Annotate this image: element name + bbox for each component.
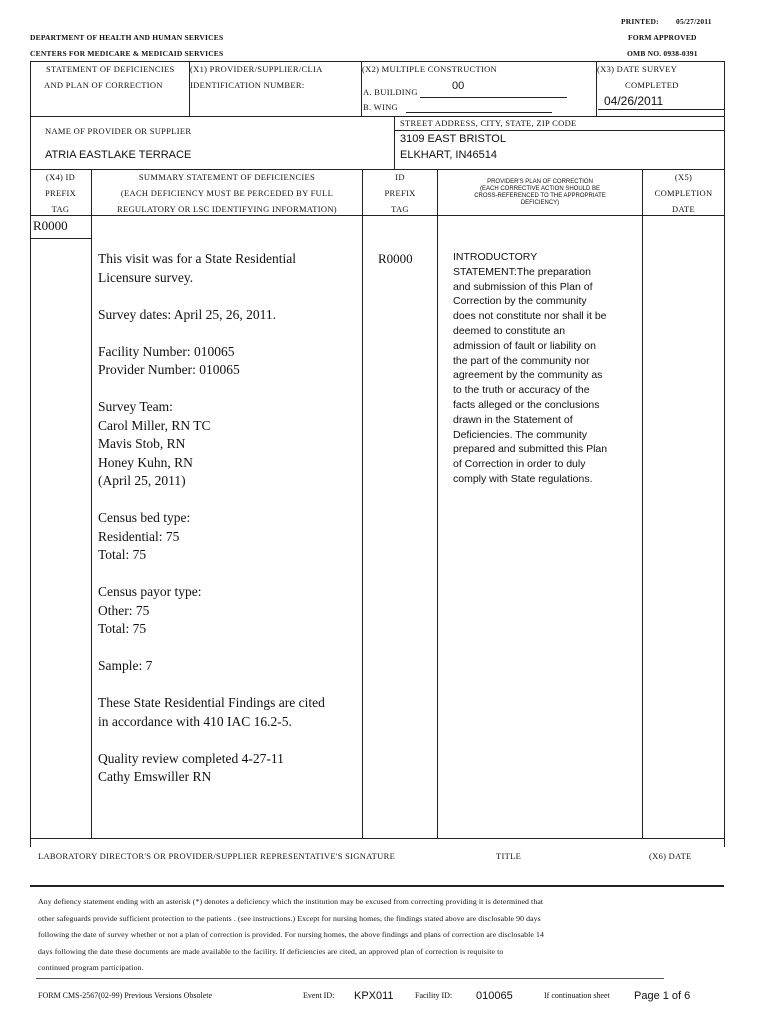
address-line-2: ELKHART, IN46514 <box>400 149 498 161</box>
footnote-line: other safeguards provide sufficient protection to the patients . (see instructions.) Except for nursing homes, the findings stated above are disclosable 90 days <box>38 913 541 923</box>
centers-title: CENTERS FOR MEDICARE & MEDICAID SERVICES <box>30 49 224 58</box>
summary-line: Licensure survey. <box>98 269 194 285</box>
summary-header-3: REGULATORY OR LSC IDENTIFYING INFORMATION) <box>117 204 337 214</box>
plan-line: admission of fault or liability on <box>453 339 596 352</box>
summary-header-1: SUMMARY STATEMENT OF DEFICIENCIES <box>138 172 316 182</box>
summary-line <box>98 731 360 750</box>
footnote-line: continued program participation. <box>38 963 144 972</box>
x3-label-1: (X3) DATE SURVEY <box>597 64 678 74</box>
summary-line: Survey Team: <box>98 399 173 414</box>
x2-building-label: A. BUILDING <box>363 87 418 97</box>
plan-line: Correction by the community <box>453 295 587 308</box>
summary-line: Survey dates: April 25, 26, 2011. <box>98 306 276 322</box>
x3-label-2: COMPLETED <box>625 80 679 90</box>
provider-name-label: NAME OF PROVIDER OR SUPPLIER <box>45 126 192 136</box>
address-line-1: 3109 EAST BRISTOL <box>400 133 506 145</box>
summary-line: Census payor type: <box>98 584 202 599</box>
continuation-label: If continuation sheet <box>544 991 610 1000</box>
summary-line: Carol Miller, RN TC <box>98 417 211 433</box>
event-id-value: KPX011 <box>354 990 394 1002</box>
x2-label: (X2) MULTIPLE CONSTRUCTION <box>362 64 497 74</box>
summary-line: in accordance with 410 IAC 16.2-5. <box>98 713 292 729</box>
printed-label: PRINTED: <box>621 17 659 26</box>
footnote-line: days following the date these documents are made available to the facility. If deficiencies are cited, an approved plan of correction is requisite to <box>38 946 504 956</box>
summary-line <box>98 565 360 584</box>
x2-building-value: 00 <box>452 80 465 92</box>
plan-line: drawn in the Statement of <box>453 413 573 426</box>
x4-header-3: TAG <box>51 204 70 214</box>
id-header-1: ID <box>395 172 405 182</box>
summary-line: Mavis Stob, RN <box>98 436 186 451</box>
summary-line <box>98 324 360 343</box>
left-prefix-tag: R0000 <box>33 218 68 233</box>
x5-header-1: (X5) <box>674 172 693 182</box>
plan-line: Deficiencies. The community <box>453 428 588 441</box>
summary-line <box>98 491 360 510</box>
summary-line <box>98 287 360 306</box>
plan-line: to the truth or accuracy of the <box>453 384 590 397</box>
plan-line: agreement by the community as <box>453 369 603 382</box>
x6-date-label: (X6) DATE <box>649 851 692 861</box>
page-number: Page 1 of 6 <box>634 990 691 1002</box>
plan-line: comply with State regulations. <box>453 472 593 485</box>
right-prefix-tag: R0000 <box>378 251 413 266</box>
x2-wing-label: B. WING <box>363 102 398 112</box>
omb-number: OMB NO. 0938-0391 <box>627 49 698 58</box>
title-label: TITLE <box>496 851 522 861</box>
summary-line <box>98 639 360 658</box>
summary-line: (April 25, 2011) <box>98 473 186 488</box>
poc-header-2: (EACH CORRECTIVE ACTION SHOULD BE <box>479 186 601 192</box>
x4-header-2: PREFIX <box>44 188 77 198</box>
summary-line: This visit was for a State Residential <box>98 251 296 266</box>
x3-date-value: 04/26/2011 <box>604 94 664 108</box>
printed-date: 05/27/2011 <box>676 17 712 26</box>
x5-header-3: DATE <box>672 204 695 214</box>
summary-line: These State Residential Findings are cited <box>98 695 325 710</box>
summary-line: Cathy Emswiller RN <box>98 769 212 784</box>
plan-line: INTRODUCTORY <box>453 251 538 263</box>
plan-line: facts alleged or the conclusions <box>453 398 600 411</box>
summary-line <box>98 380 360 399</box>
department-title: DEPARTMENT OF HEALTH AND HUMAN SERVICES <box>30 33 224 42</box>
plan-line: and submission of this Plan of <box>453 280 593 293</box>
summary-line: Residential: 75 <box>98 528 180 544</box>
statement-label-2: AND PLAN OF CORRECTION <box>44 80 163 90</box>
plan-line: deemed to constitute an <box>453 324 566 337</box>
summary-line: Sample: 7 <box>98 658 153 673</box>
summary-line: Quality review completed 4-27-11 <box>98 750 284 766</box>
disclosure-footnote <box>38 894 724 977</box>
footnote-line: following the date of survey whether or not a plan of correction is provided. For nursing homes, the above findings and plans of correction are disclosable 14 <box>38 930 545 939</box>
x1-label-1: (X1) PROVIDER/SUPPLIER/CLIA <box>190 64 323 74</box>
signature-label: LABORATORY DIRECTOR'S OR PROVIDER/SUPPLIER REPRESENTATIVE'S SIGNATURE <box>38 851 396 861</box>
summary-line: Total: 75 <box>98 547 147 562</box>
summary-statement <box>98 250 360 787</box>
poc-header-4: DEFICIENCY) <box>520 200 560 206</box>
poc-header-1: PROVIDER'S PLAN OF CORRECTION <box>487 179 593 185</box>
plan-of-correction <box>453 250 639 487</box>
x4-header-1: (X4) ID <box>45 172 76 182</box>
address-label: STREET ADDRESS, CITY, STATE, ZIP CODE <box>400 118 577 128</box>
summary-line: Provider Number: 010065 <box>98 362 240 377</box>
id-header-2: PREFIX <box>384 188 416 198</box>
summary-header-2: (EACH DEFICIENCY MUST BE PERCEDED BY FULL <box>120 188 334 198</box>
x1-label-2: IDENTIFICATION NUMBER: <box>190 80 305 90</box>
poc-header-3: CROSS-REFERENCED TO THE APPROPRIATE <box>474 193 606 199</box>
statement-label-1: STATEMENT OF DEFICIENCIES <box>46 64 175 74</box>
summary-line: Facility Number: 010065 <box>98 343 235 359</box>
plan-line: prepared and submitted this Plan <box>453 443 608 456</box>
summary-line: Census bed type: <box>98 510 191 525</box>
summary-line <box>98 676 360 695</box>
summary-line: Honey Kuhn, RN <box>98 454 193 470</box>
form-approved: FORM APPROVED <box>628 33 697 42</box>
footnote-line: Any defiency statement ending with an asterisk (*) denotes a deficiency which the institution may be excused from correcting providing it is determined that <box>38 897 544 906</box>
plan-line: of Correction in order to duly <box>453 458 586 471</box>
provider-name-value: ATRIA EASTLAKE TERRACE <box>45 149 192 161</box>
form-number-label: FORM CMS-2567(02-99) Previous Versions Obsolete <box>38 991 213 1000</box>
plan-line: STATEMENT:The preparation <box>453 265 591 278</box>
summary-line: Other: 75 <box>98 602 150 618</box>
plan-line: the part of the community nor <box>453 354 590 367</box>
id-header-3: TAG <box>391 204 409 214</box>
x5-header-2: COMPLETION <box>654 188 713 198</box>
event-id-label: Event ID: <box>303 991 335 1000</box>
summary-line: Total: 75 <box>98 621 147 636</box>
plan-line: does not constitute nor shall it be <box>453 310 607 323</box>
facility-id-value: 010065 <box>476 990 513 1002</box>
facility-id-label: Facility ID: <box>415 991 453 1000</box>
